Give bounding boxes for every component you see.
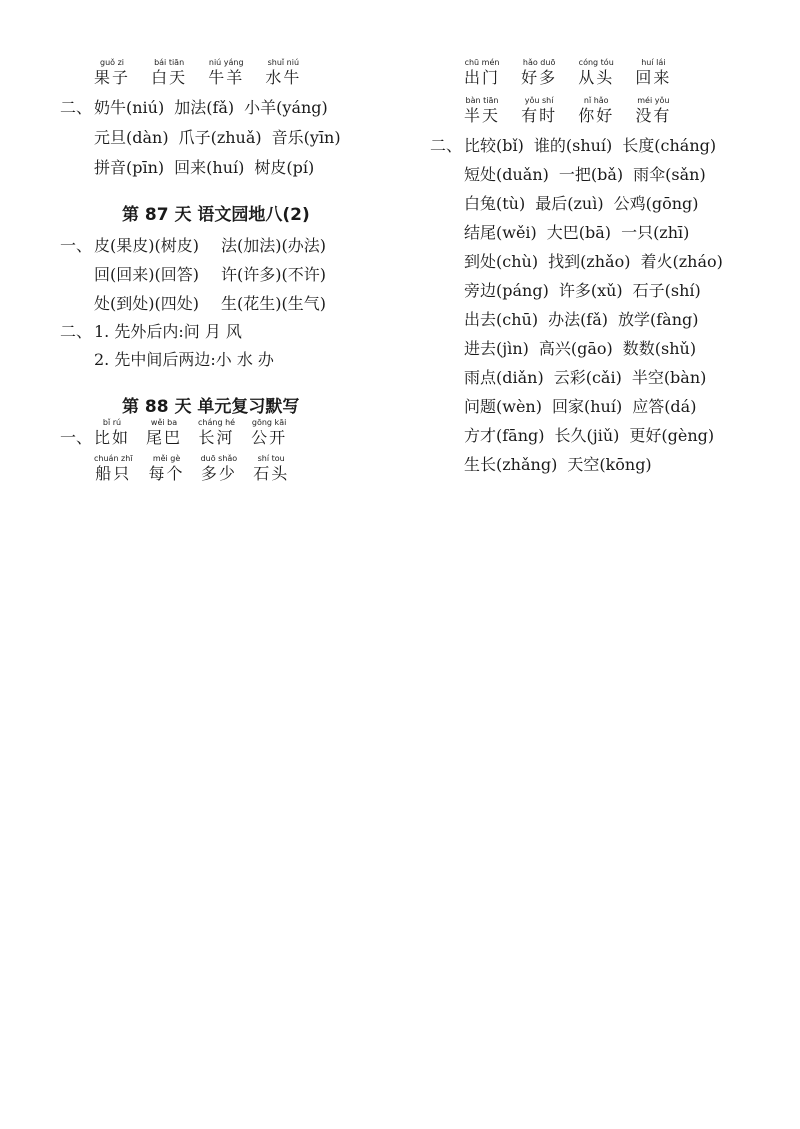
answer-item: 公鸡(gōng) xyxy=(613,194,699,213)
pinyin: nǐ hǎo xyxy=(583,96,609,105)
answer-item: 云彩(cǎi) xyxy=(553,368,622,387)
left-sec2-row xyxy=(60,98,338,118)
word-pair xyxy=(251,418,287,448)
pinyin: yǒu shí xyxy=(524,96,554,105)
pinyin: wěi ba xyxy=(150,418,178,427)
left-sec2-row xyxy=(60,158,324,178)
day88-words-row xyxy=(60,418,303,448)
pinyin: guǒ zi xyxy=(100,58,125,67)
pinyin: cóng tóu xyxy=(578,58,614,67)
answer-item: 比较(bǐ) xyxy=(464,136,524,155)
answer-line: 1. 先外后内:问 月 风 xyxy=(94,322,242,341)
answer-item: 应答(dá) xyxy=(632,397,697,416)
answer-item: 一把(bǎ) xyxy=(558,165,624,184)
answer-item: 白兔(tù) xyxy=(464,194,526,213)
pinyin: chuán zhī xyxy=(94,454,133,463)
day87-s1-row xyxy=(60,265,336,285)
hanzi: 每个 xyxy=(148,464,185,483)
hanzi: 牛羊 xyxy=(208,68,245,87)
hanzi: 白天 xyxy=(151,68,188,87)
hanzi: 多少 xyxy=(200,464,237,483)
word-pair xyxy=(635,96,671,126)
answer-item: 数数(shǔ) xyxy=(622,339,697,358)
section-label: 二、 xyxy=(60,322,93,341)
answer-item: 方才(fāng) xyxy=(464,426,545,445)
answer-item: 进去(jìn) xyxy=(464,339,529,358)
answer-item: 雨伞(sǎn) xyxy=(633,165,706,184)
answer-item: 长度(cháng) xyxy=(622,136,717,155)
hanzi: 从头 xyxy=(578,68,615,87)
pinyin: duō shǎo xyxy=(200,454,238,463)
answer-item: 半空(bàn) xyxy=(631,368,707,387)
pinyin: shuǐ niú xyxy=(267,58,300,67)
section-label: 一、 xyxy=(60,428,93,447)
pinyin: shí tou xyxy=(257,454,285,463)
right-sec2-row xyxy=(430,426,724,446)
answer-item: 到处(chù) xyxy=(464,252,539,271)
answer-item: 皮(果皮)(树皮) xyxy=(94,236,199,255)
answer-item: 许(许多)(不许) xyxy=(220,265,326,284)
word-pair xyxy=(578,58,614,88)
right-sec2-row xyxy=(430,165,716,185)
pinyin: bái tiān xyxy=(154,58,185,67)
right-sec2-row xyxy=(430,223,699,243)
section-label: 一、 xyxy=(60,236,93,255)
word-pair xyxy=(151,58,187,88)
hanzi: 水牛 xyxy=(265,68,302,87)
word-pair xyxy=(464,58,500,88)
answer-item: 更好(gèng) xyxy=(629,426,715,445)
hanzi: 半天 xyxy=(464,106,501,125)
answer-item: 石子(shí) xyxy=(632,281,701,300)
answer-item: 元旦(dàn) xyxy=(94,128,169,147)
right-sec2-row xyxy=(430,281,711,301)
answer-item: 音乐(yīn) xyxy=(271,128,341,147)
pinyin: bǐ rú xyxy=(102,418,122,427)
left-top-words xyxy=(94,58,317,88)
answer-item: 天空(kōng) xyxy=(567,455,652,474)
word-pair xyxy=(265,58,301,88)
answer-item: 出去(chū) xyxy=(464,310,539,329)
pinyin: hǎo duō xyxy=(522,58,556,67)
hanzi: 尾巴 xyxy=(146,428,183,447)
right-top-words xyxy=(464,58,687,88)
answer-item: 生(花生)(生气) xyxy=(220,294,326,313)
hanzi: 你好 xyxy=(578,106,615,125)
answer-item: 谁的(shuí) xyxy=(533,136,613,155)
answer-item: 长久(jiǔ) xyxy=(554,426,620,445)
pinyin: gōng kāi xyxy=(251,418,287,427)
right-sec2-row xyxy=(430,194,709,214)
pinyin: cháng hé xyxy=(198,418,236,427)
answer-item: 高兴(gāo) xyxy=(538,339,613,358)
word-pair xyxy=(635,58,671,88)
hanzi: 回来 xyxy=(635,68,672,87)
answer-item: 结尾(wěi) xyxy=(464,223,537,242)
answer-item: 回来(huí) xyxy=(174,158,245,177)
word-pair xyxy=(94,454,133,484)
day87-s1-row xyxy=(60,294,336,314)
pinyin: bàn tiān xyxy=(465,96,499,105)
right-sec2-row xyxy=(430,368,716,388)
hanzi: 没有 xyxy=(635,106,672,125)
answer-item: 回家(huí) xyxy=(551,397,623,416)
answer-item: 着火(zháo) xyxy=(640,252,723,271)
word-pair xyxy=(578,96,614,126)
day87-s2-line xyxy=(60,322,242,342)
right-sec2-row xyxy=(430,310,709,330)
answer-item: 大巴(bā) xyxy=(546,223,612,242)
pinyin: měi gè xyxy=(152,454,181,463)
answer-item: 爪子(zhuǎ) xyxy=(178,128,262,147)
word-pair xyxy=(208,58,244,88)
pinyin: chū mén xyxy=(464,58,500,67)
word-pair xyxy=(521,58,557,88)
day87-s2-line xyxy=(60,350,274,370)
word-pair xyxy=(198,418,235,448)
answer-item: 雨点(diǎn) xyxy=(464,368,544,387)
answer-line: 2. 先中间后两边:小 水 办 xyxy=(94,350,274,369)
pinyin: niú yáng xyxy=(208,58,244,67)
answer-item: 最后(zuì) xyxy=(535,194,604,213)
answer-item: 小羊(yáng) xyxy=(244,98,328,117)
answer-item: 回(回来)(回答) xyxy=(94,265,199,284)
answer-item: 处(到处)(四处) xyxy=(94,294,199,313)
answer-item: 放学(fàng) xyxy=(618,310,699,329)
left-sec2-row xyxy=(60,128,351,148)
answer-item: 加法(fǎ) xyxy=(174,98,235,117)
day88-title: 第 88 天 单元复习默写 xyxy=(122,397,300,417)
pinyin: méi yǒu xyxy=(637,96,670,105)
hanzi: 石头 xyxy=(253,464,290,483)
answer-item: 问题(wèn) xyxy=(464,397,542,416)
word-pair xyxy=(201,454,238,484)
word-pair xyxy=(149,454,185,484)
answer-item: 一只(zhī) xyxy=(621,223,690,242)
pinyin: huí lái xyxy=(641,58,666,67)
answer-item: 奶牛(niú) xyxy=(94,98,165,117)
word-pair xyxy=(253,454,289,484)
answer-item: 生长(zhǎng) xyxy=(464,455,558,474)
word-pair xyxy=(521,96,557,126)
hanzi: 果子 xyxy=(94,68,131,87)
hanzi: 船只 xyxy=(95,464,132,483)
answer-item: 拼音(pīn) xyxy=(94,158,165,177)
right-sec2-row xyxy=(430,455,662,475)
hanzi: 公开 xyxy=(251,428,288,447)
day87-s1-row xyxy=(60,236,336,256)
word-pair xyxy=(464,96,500,126)
answer-item: 树皮(pí) xyxy=(254,158,315,177)
right-sec2-row xyxy=(430,252,733,272)
section-label: 二、 xyxy=(430,136,463,155)
word-pair xyxy=(94,58,130,88)
hanzi: 好多 xyxy=(521,68,558,87)
answer-item: 许多(xǔ) xyxy=(558,281,623,300)
right-sec2-row xyxy=(430,136,726,156)
day88-words-row xyxy=(60,454,305,484)
answer-item: 找到(zhǎo) xyxy=(548,252,631,271)
word-pair xyxy=(146,418,182,448)
section-label: 二、 xyxy=(60,98,93,117)
hanzi: 比如 xyxy=(94,428,131,447)
hanzi: 有时 xyxy=(521,106,558,125)
day87-title: 第 87 天 语文园地八(2) xyxy=(122,205,310,225)
answer-item: 办法(fǎ) xyxy=(548,310,609,329)
answer-item: 旁边(páng) xyxy=(464,281,549,300)
hanzi: 出门 xyxy=(464,68,501,87)
answer-item: 法(加法)(办法) xyxy=(220,236,326,255)
right-sec2-row xyxy=(430,397,706,417)
hanzi: 长河 xyxy=(198,428,235,447)
right-sec2-row xyxy=(430,339,706,359)
answer-item: 短处(duǎn) xyxy=(464,165,549,184)
word-pair xyxy=(94,418,130,448)
right-top-words xyxy=(464,96,687,126)
